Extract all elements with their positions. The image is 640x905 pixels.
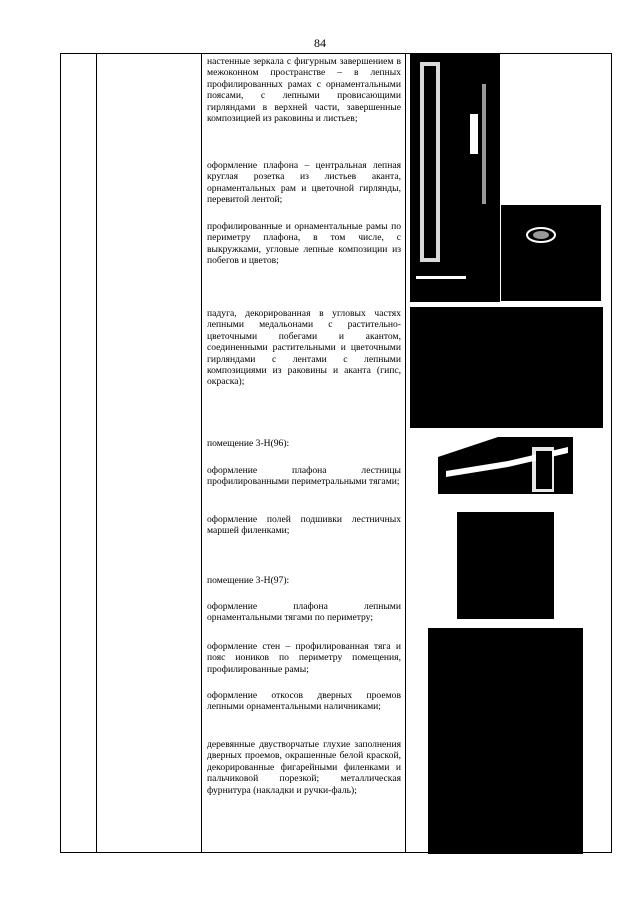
- photo-mirror: [410, 54, 500, 302]
- document-table: [60, 53, 612, 853]
- paragraph-door-slopes: оформление откосов дверных проемов лепными орнаментальными наличниками;: [207, 690, 401, 713]
- column-divider: [96, 54, 97, 852]
- photo-rosette-graphic: [501, 205, 601, 301]
- page-number: 84: [314, 36, 326, 50]
- photo-mirror-graphic: [410, 54, 500, 302]
- paragraph-ceiling-rosette: оформление плафона – центральная лепная круглая розетка из листьев аканта, орнаментальных рам и цветочной гирлянды, перевитой лентой;: [207, 160, 401, 206]
- photo-stair-soffit: [457, 512, 554, 619]
- room-heading-97: помещение 3-Н(97):: [207, 575, 290, 586]
- photo-stair-ceiling-graphic: [438, 437, 573, 494]
- photo-room-97: [428, 628, 583, 854]
- paragraph-ceiling-moldings: оформление плафона лепными орнаментальными тягами по периметру;: [207, 601, 401, 624]
- photo-rosette: [501, 205, 601, 301]
- paragraph-stair-soffit: оформление полей подшивки лестничных маршей филенками;: [207, 514, 401, 537]
- photo-stair-ceiling: [438, 437, 573, 494]
- paragraph-ceiling-frames: профилированные и орнаментальные рамы по периметру плафона, в том числе, с выкружками, угловые лепные композиции из побегов и цветов;: [207, 221, 401, 267]
- paragraph-paduga: падуга, декорированная в угловых частях лепными медальонами с растительно-цветочными побегами и акантом, соединенными растительными и цветочными гирляндами с лентами с лепными композициями из раковины и аканта (гипс, окраска);: [207, 308, 401, 388]
- column-divider: [201, 54, 202, 852]
- paragraph-doors: деревянные двустворчатые глухие заполнения дверных проемов, окрашенные белой краской, декорированные фигарейными филенками и пальчиковой порезкой; металлическая фурнитура (накладки и ручки-фаль);: [207, 739, 401, 796]
- paragraph-walls: оформление стен – профилированная тяга и пояс иоников по периметру помещения, профилированные рамы;: [207, 641, 401, 675]
- room-heading-96: помещение 3-Н(96):: [207, 438, 290, 449]
- paragraph-mirrors: настенные зеркала с фигурным завершением в межоконном пространстве – в лепных профилированных рамах с орнаментальными поясами, с лепными провисающими гирляндами в верхней части, завершенные композицией из раковины и листьев;: [207, 56, 401, 125]
- column-divider: [405, 54, 406, 852]
- photo-paduga: [410, 307, 603, 428]
- paragraph-stair-ceiling: оформление плафона лестницы профилированными периметральными тягами;: [207, 465, 401, 488]
